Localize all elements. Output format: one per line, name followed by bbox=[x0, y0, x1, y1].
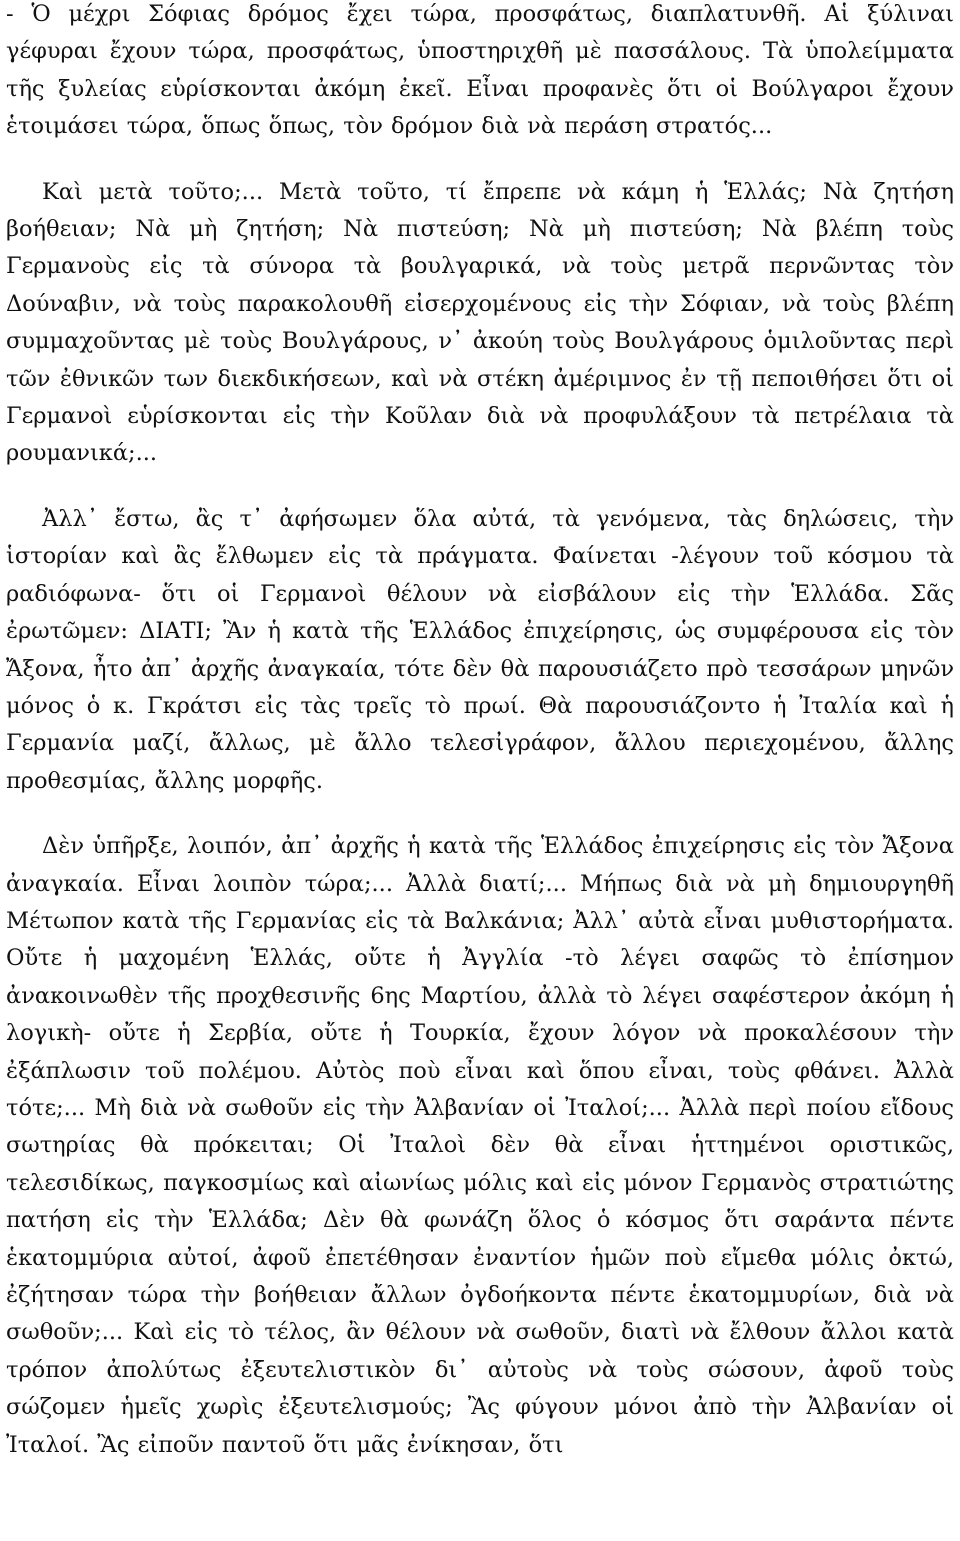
paragraph-road-to-sofia: - Ὁ μέχρι Σόφιας δρόμος ἔχει τώρα, προσφάτως, διαπλατυνθῆ. Αἱ ξύλιναι γέφυραι ἔχουν τώρα, προσφάτως, ὑποστηριχθῆ μὲ πασσάλους. Τὰ ὑπολείμματα τῆς ξυλείας εὑρίσκονται ἀκόμη ἐκεῖ. Εἶναι προφανὲς ὅτι οἱ Βούλγαροι ἔχουν ἑτοιμάσει τώρα, ὅπως ὅπως, τὸν δρόμον διὰ νὰ περάση στρατός... bbox=[6, 1, 954, 140]
document-page bbox=[6, 0, 954, 1464]
paragraph-not-necessary: Δὲν ὑπῆρξε, λοιπόν, ἀπ᾽ ἀρχῆς ἡ κατὰ τῆς Ἑλλάδος ἐπιχείρησις εἰς τὸν Ἄξονα ἀναγκαία. Εἶναι λοιπὸν τώρα;... Ἀλλὰ διατί;... Μήπως διὰ νὰ μὴ δημιουργηθῆ Μέτωπον κατὰ τῆς Γερμανίας εἰς τὰ Βαλκάνια; Ἀλλ᾽ αὐτὰ εἶναι μυθιστορήματα. Οὔτε ἡ μαχομένη Ἑλλάς, οὔτε ἡ Ἀγγλία -τὸ λέγει σαφῶς τὸ ἐπίσημον ἀνακοινωθὲν τῆς προχθεσινῆς 6ης Μαρτίου, ἀλλὰ τὸ λέγει σαφέστερον ἀκόμη ἡ λογικὴ- οὔτε ἡ Σερβία, οὔτε ἡ Τουρκία, ἔχουν λόγον νὰ προκαλέσουν τὴν ἐξάπλωσιν τοῦ πολέμου. Αὐτὸς ποὺ εἶναι καὶ ὅπου εἶναι, τοὺς φθάνει. Ἀλλὰ τότε;... Μὴ διὰ νὰ σωθοῦν εἰς τὴν Ἀλβανίαν οἱ Ἰταλοί;... Ἀλλὰ περὶ ποίου εἴδους σωτηρίας θὰ πρόκειται; Οἱ Ἰταλοὶ δὲν θὰ εἶναι ἡττημένοι οριστικῶς, τελεσιδίκως, παγκοσμίως καὶ αἰωνίως μόλις καὶ εἰς μόνον Γερμανὸς στρατιώτης πατήση εἰς τὴν Ἑλλάδα; Δὲν θὰ φωνάζη ὅλος ὁ κόσμος ὅτι σαράντα πέντε ἑκατομμύρια αὐτοί, ἀφοῦ ἐπετέθησαν ἐναντίον ἡμῶν ποὺ εἴμεθα μόλις ὀκτώ, ἐζήτησαν τώρα τὴν βοήθειαν ἄλλων ὀγδοήκοντα πέντε ἑκατομμυρίων, διὰ νὰ σωθοῦν;... Καὶ εἰς τὸ τέλος, ἂν θέλουν νὰ σωθοῦν, διατὶ νὰ ἔλθουν ἄλλοι κατὰ τρόπον ἀπολύτως ἐξευτελιστικὸν δι᾽ αὐτοὺς νὰ τοὺς σώσουν, ἀφοῦ τοὺς σώζομεν ἡμεῖς χωρὶς ἐξευτελισμούς; Ἂς φύγουν μόνοι ἀπὸ τὴν Ἀλβανίαν οἱ Ἰταλοί. Ἂς εἰποῦν παντοῦ ὅτι μᾶς ἐνίκησαν, ὅτι bbox=[6, 833, 954, 1458]
paragraph-what-should-greece-do: Καὶ μετὰ τοῦτο;... Μετὰ τοῦτο, τί ἔπρεπε νὰ κάμη ἡ Ἑλλάς; Νὰ ζητήση βοήθειαν; Νὰ μὴ ζητήση; Νὰ πιστεύση; Νὰ μὴ πιστεύση; Νὰ βλέπη τοὺς Γερμανοὺς εἰς τὰ σύνορα τὰ βουλγαρικά, νὰ τοὺς μετρᾶ περνῶντας τὸν Δούναβιν, νὰ τοὺς παρακολουθῆ εἰσερχομένους εἰς τὴν Σόφιαν, νὰ τοὺς βλέπη συμμαχοῦντας μὲ τοὺς Βουλγάρους, ν᾽ ἀκούη τοὺς Βουλγάρους ὁμιλοῦντας περὶ τῶν ἐθνικῶν των διεκδικήσεων, καὶ νὰ στέκη ἀμέριμνος ἐν τῇ πεποιθήσει ὅτι οἱ Γερμανοὶ εὑρίσκονται εἰς τὴν Κοῦλαν διὰ νὰ προφυλάξουν τὰ πετρέλαια τὰ ρουμανικά;... bbox=[6, 178, 954, 467]
paragraph-why-invade: Ἀλλ᾽ ἔστω, ἂς τ᾽ ἀφήσωμεν ὅλα αὐτά, τὰ γενόμενα, τὰς δηλώσεις, τὴν ἱστορίαν καὶ ἂς ἔλθωμεν εἰς τὰ πράγματα. Φαίνεται -λέγουν τοῦ κόσμου τὰ ραδιόφωνα- ὅτι οἱ Γερμανοὶ θέλουν νὰ εἰσβάλουν εἰς τὴν Ἑλλάδα. Σᾶς ἐρωτῶμεν: ΔΙΑΤΙ; Ἂν ἡ κατὰ τῆς Ἑλλάδος ἐπιχείρησις, ὡς συμφέρουσα εἰς τὸν Ἄξονα, ἦτο ἀπ᾽ ἀρχῆς ἀναγκαία, τότε δὲν θὰ παρουσιάζετο πρὸ τεσσάρων μηνῶν μόνος ὁ κ. Γκράτσι εἰς τὰς τρεῖς τὸ πρωί. Θὰ παρουσιάζοντο ἡ Ἰταλία καὶ ἡ Γερμανία μαζί, ἄλλως, μὲ ἄλλο τελεσἰγράφον, ἄλλου περιεχομένου, ἄλλης προθεσμίας, ἄλλης μορφῆς. bbox=[6, 505, 954, 794]
